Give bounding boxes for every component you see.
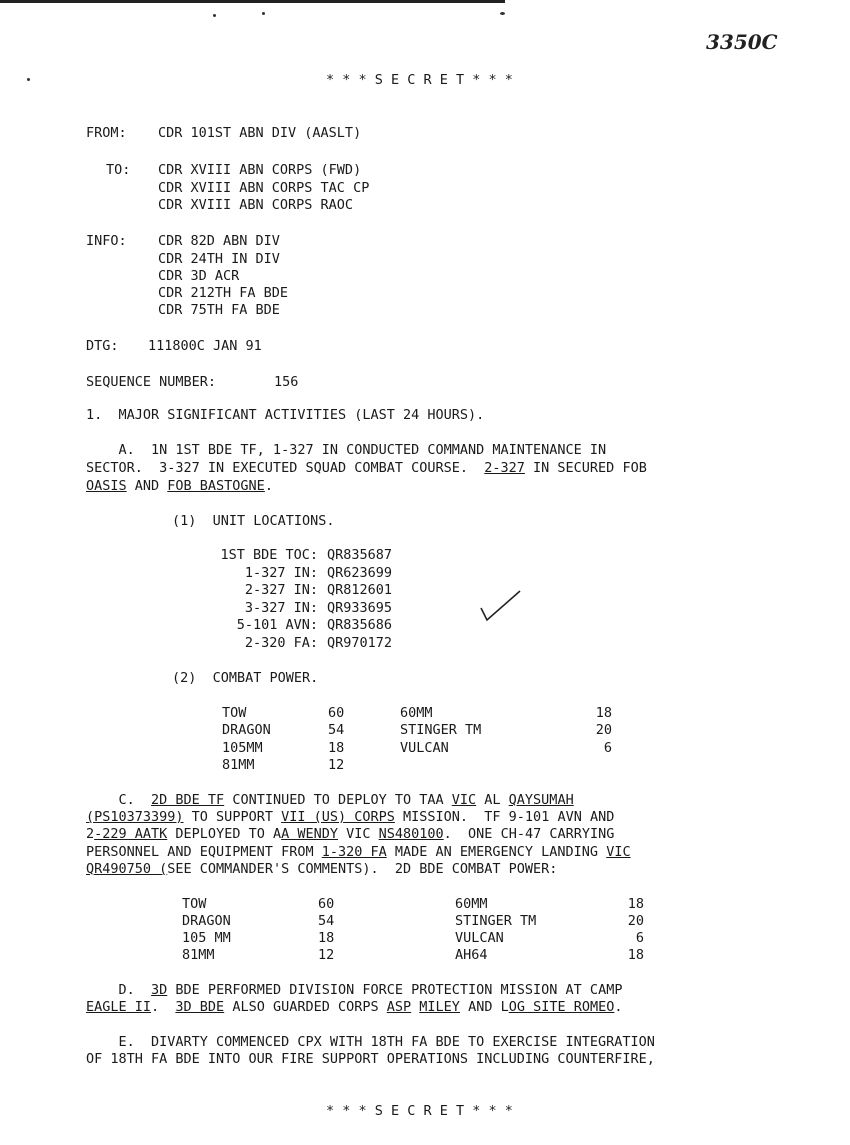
para-a-line bbox=[86, 460, 647, 476]
weapon-count: 18 bbox=[318, 930, 335, 946]
text-run: PERSONNEL AND EQUIPMENT FROM bbox=[86, 844, 322, 860]
text-run: BDE PERFORMED DIVISION FORCE PROTECTION MISSION AT CAMP bbox=[167, 982, 623, 998]
scan-speck bbox=[27, 78, 30, 81]
section-title: 1. MAJOR SIGNIFICANT ACTIVITIES (LAST 24 HOURS). bbox=[86, 407, 485, 423]
top-edge-bar bbox=[0, 0, 505, 3]
text-run: CONTINUED TO DEPLOY TO TAA bbox=[224, 792, 452, 808]
weapon-count: 60 bbox=[328, 705, 345, 721]
scan-speck bbox=[213, 14, 216, 17]
from-value: CDR 101ST ABN DIV (AASLT) bbox=[158, 125, 362, 141]
weapon-name: STINGER TM bbox=[455, 913, 537, 929]
underlined-text: A WENDY bbox=[281, 826, 338, 842]
underlined-text: -229 AATK bbox=[94, 826, 168, 842]
weapon-name: DRAGON bbox=[222, 722, 271, 738]
para-d-line bbox=[86, 982, 622, 998]
text-run: 2 bbox=[86, 826, 95, 842]
underlined-text: VIC bbox=[451, 792, 477, 808]
underlined-text: VIC bbox=[606, 844, 631, 860]
to-line: CDR XVIII ABN CORPS TAC CP bbox=[158, 180, 370, 196]
weapon-count: 54 bbox=[318, 913, 335, 929]
text-run: IN SECURED FOB bbox=[524, 460, 647, 476]
weapon-count: 18 bbox=[627, 947, 644, 963]
underlined-text: FOB BASTOGNE bbox=[167, 478, 265, 494]
unit-name: 5-101 AVN: bbox=[236, 617, 318, 633]
para-c-line bbox=[86, 861, 557, 877]
text-run: AL bbox=[476, 792, 509, 808]
underlined-text: (PS10373399) bbox=[86, 809, 184, 825]
to-line: CDR XVIII ABN CORPS RAOC bbox=[158, 197, 354, 213]
weapon-name: DRAGON bbox=[182, 913, 231, 929]
classification-header: * * * S E C R E T * * * bbox=[326, 72, 513, 88]
unit-name: 1ST BDE TOC: bbox=[220, 547, 318, 563]
text-run: . bbox=[264, 478, 273, 494]
text-run: MADE AN EMERGENCY LANDING bbox=[386, 844, 607, 860]
weapon-count: 18 bbox=[595, 705, 612, 721]
weapon-name: TOW bbox=[222, 705, 247, 721]
para-c-line bbox=[86, 844, 631, 860]
text-run: C. bbox=[86, 792, 152, 808]
para-a-line: A. 1N 1ST BDE TF, 1-327 IN CONDUCTED COMMAND MAINTENANCE IN bbox=[86, 442, 607, 458]
para-e-line: OF 18TH FA BDE INTO OUR FIRE SUPPORT OPERATIONS INCLUDING COUNTERFIRE, bbox=[86, 1051, 655, 1067]
weapon-count: 12 bbox=[318, 947, 335, 963]
underlined-text: NS480100 bbox=[378, 826, 444, 842]
weapon-count: 6 bbox=[635, 930, 644, 946]
text-run: TO SUPPORT bbox=[183, 809, 282, 825]
underlined-text: QR490750 ( bbox=[86, 861, 168, 877]
info-line: CDR 3D ACR bbox=[158, 268, 240, 284]
weapon-name: VULCAN bbox=[400, 740, 449, 756]
weapon-name: 105MM bbox=[222, 740, 263, 756]
classification-footer: * * * S E C R E T * * * bbox=[326, 1103, 513, 1119]
underlined-text: 2-327 bbox=[484, 460, 525, 476]
text-run: SEE COMMANDER'S COMMENTS). 2D BDE COMBAT POWER: bbox=[167, 861, 558, 877]
weapon-name: STINGER TM bbox=[400, 722, 482, 738]
para-c-line bbox=[86, 792, 574, 808]
weapon-name: VULCAN bbox=[455, 930, 504, 946]
weapon-count: 6 bbox=[603, 740, 612, 756]
sequence-label: SEQUENCE NUMBER: bbox=[86, 374, 217, 390]
weapon-count: 18 bbox=[328, 740, 345, 756]
underlined-text: OASIS bbox=[86, 478, 127, 494]
text-run: AND bbox=[126, 478, 168, 494]
para-a-line bbox=[86, 478, 273, 494]
scan-speck bbox=[262, 12, 265, 15]
unit-grid: QR623699 bbox=[327, 565, 393, 581]
underlined-text: 1-320 FA bbox=[321, 844, 387, 860]
text-run: MISSION. TF 9-101 AVN AND bbox=[394, 809, 615, 825]
unit-grid: QR835687 bbox=[327, 547, 393, 563]
underlined-text: EAGLE II bbox=[86, 999, 152, 1015]
underlined-text: OG SITE ROMEO bbox=[508, 999, 615, 1015]
info-line: CDR 24TH IN DIV bbox=[158, 251, 280, 267]
weapon-count: 60 bbox=[318, 896, 335, 912]
text-run: . bbox=[614, 999, 623, 1015]
weapon-name: TOW bbox=[182, 896, 207, 912]
info-line: CDR 212TH FA BDE bbox=[158, 285, 289, 301]
info-line: CDR 82D ABN DIV bbox=[158, 233, 280, 249]
unit-grid: QR812601 bbox=[327, 582, 393, 598]
underlined-text: 3D BDE bbox=[175, 999, 225, 1015]
combat-power-title: (2) COMBAT POWER. bbox=[172, 670, 319, 686]
text-run: . bbox=[151, 999, 176, 1015]
to-line: CDR XVIII ABN CORPS (FWD) bbox=[158, 162, 362, 178]
underlined-text: 2D BDE TF bbox=[151, 792, 225, 808]
underlined-text: 3D bbox=[151, 982, 168, 998]
text-run: AND L bbox=[459, 999, 509, 1015]
unit-name: 3-327 IN: bbox=[244, 600, 318, 616]
underlined-text: QAYSUMAH bbox=[508, 792, 574, 808]
unit-grid: QR835686 bbox=[327, 617, 393, 633]
para-e-line: E. DIVARTY COMMENCED CPX WITH 18TH FA BDE TO EXERCISE INTEGRATION bbox=[86, 1034, 655, 1050]
unit-name: 2-327 IN: bbox=[244, 582, 318, 598]
sequence-value: 156 bbox=[274, 374, 299, 390]
para-d-line bbox=[86, 999, 623, 1015]
unit-locations-title: (1) UNIT LOCATIONS. bbox=[172, 513, 335, 529]
from-label: FROM: bbox=[86, 125, 127, 141]
text-run: D. bbox=[86, 982, 152, 998]
dtg-value: 111800C JAN 91 bbox=[148, 338, 262, 354]
dtg-label: DTG: bbox=[86, 338, 119, 354]
text-run: . ONE CH-47 CARRYING bbox=[443, 826, 615, 842]
unit-grid: QR970172 bbox=[327, 635, 393, 651]
scan-speck bbox=[500, 12, 505, 15]
text-run: DEPLOYED TO A bbox=[167, 826, 282, 842]
to-label: TO: bbox=[106, 162, 131, 178]
para-c-line bbox=[86, 809, 614, 825]
underlined-text: VII (US) CORPS bbox=[281, 809, 395, 825]
info-label: INFO: bbox=[86, 233, 127, 249]
underlined-text: ASP bbox=[386, 999, 412, 1015]
weapon-count: 54 bbox=[328, 722, 345, 738]
text-run: SECTOR. 3-327 IN EXECUTED SQUAD COMBAT COURSE. bbox=[86, 460, 485, 476]
weapon-name: 81MM bbox=[222, 757, 255, 773]
weapon-name: 81MM bbox=[182, 947, 215, 963]
handwritten-checkmark bbox=[478, 588, 522, 624]
para-c-line bbox=[86, 826, 614, 842]
weapon-count: 20 bbox=[595, 722, 612, 738]
unit-grid: QR933695 bbox=[327, 600, 393, 616]
text-run: VIC bbox=[338, 826, 379, 842]
weapon-name: 60MM bbox=[455, 896, 488, 912]
info-line: CDR 75TH FA BDE bbox=[158, 302, 280, 318]
weapon-count: 12 bbox=[328, 757, 345, 773]
weapon-name: 105 MM bbox=[182, 930, 231, 946]
unit-name: 2-320 FA: bbox=[244, 635, 318, 651]
underlined-text: MILEY bbox=[419, 999, 460, 1015]
weapon-count: 20 bbox=[627, 913, 644, 929]
weapon-count: 18 bbox=[627, 896, 644, 912]
text-run: ALSO GUARDED CORPS bbox=[224, 999, 387, 1015]
weapon-name: AH64 bbox=[455, 947, 488, 963]
unit-name: 1-327 IN: bbox=[244, 565, 318, 581]
weapon-name: 60MM bbox=[400, 705, 433, 721]
handwritten-note: 3350C bbox=[706, 30, 778, 54]
